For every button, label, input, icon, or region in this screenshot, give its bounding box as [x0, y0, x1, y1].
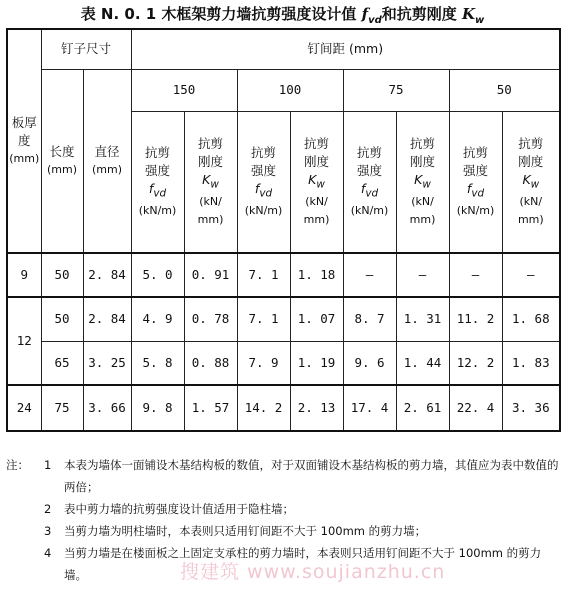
- stiffness-unit-line1: (kN/: [199, 195, 222, 208]
- cell-strength-75: 9. 6: [343, 341, 396, 385]
- strength-symbol-f: f: [254, 180, 260, 196]
- cell-strength-50: —: [449, 253, 502, 297]
- note-item: [6, 542, 561, 586]
- stiffness-label-line1: 抗剪: [410, 135, 436, 151]
- header-board-thickness-line1: 板厚: [11, 115, 37, 130]
- cell-stiffness-75: 2. 61: [396, 385, 449, 431]
- strength-symbol: [344, 180, 396, 203]
- cell-stiffness-50: 1. 68: [502, 297, 560, 341]
- stiffness-label-line1: 抗剪: [198, 135, 224, 151]
- header-strength-100: [237, 111, 290, 253]
- header-diameter: [83, 69, 131, 253]
- stiffness-unit-line2: mm): [517, 213, 544, 226]
- header-strength-75: [343, 111, 396, 253]
- stiffness-unit-line1: (kN/: [411, 195, 434, 208]
- strength-unit: (kN/m): [456, 204, 495, 217]
- spacing-50: 50: [449, 69, 560, 111]
- note-text: 本表为墙体一面铺设木基结构板的数值，对于双面铺设木基结构板的剪力墙，其值应为表中数值的两倍；: [64, 458, 559, 494]
- header-nail-size: 钉子尺寸: [41, 29, 131, 69]
- note-number: 1: [44, 458, 52, 472]
- header-diameter-label: 直径: [94, 143, 120, 159]
- stiffness-unit-line1: (kN/: [305, 195, 328, 208]
- stiffness-symbol-sub: w: [210, 178, 219, 190]
- cell-strength-75: 17. 4: [343, 385, 396, 431]
- strength-symbol-sub: vd: [471, 187, 485, 199]
- cell-stiffness-50: 3. 36: [502, 385, 560, 431]
- strength-label-line2: 强度: [145, 162, 171, 178]
- strength-unit: (kN/m): [138, 204, 177, 217]
- cell-stiffness-150: 0. 91: [184, 253, 237, 297]
- stiffness-label-line1: 抗剪: [304, 135, 330, 151]
- stiffness-label-line2: 刚度: [518, 153, 544, 169]
- cell-stiffness-150: 1. 57: [184, 385, 237, 431]
- cell-length: 75: [41, 385, 83, 431]
- cell-stiffness-75: 1. 31: [396, 297, 449, 341]
- header-strength-50: [449, 111, 502, 253]
- stiffness-unit-line2: mm): [197, 213, 224, 226]
- cell-stiffness-100: 1. 19: [290, 341, 343, 385]
- cell-thickness: 24: [7, 385, 41, 431]
- header-stiffness-50: [502, 111, 560, 253]
- strength-label-line1: 抗剪: [145, 144, 171, 160]
- cell-stiffness-50: —: [502, 253, 560, 297]
- notes-lead: 注：: [6, 458, 29, 472]
- cell-strength-100: 7. 1: [237, 253, 290, 297]
- note-number: 4: [44, 546, 52, 560]
- note-text: 表中剪力墙的抗剪强度设计值适用于隐柱墙；: [64, 502, 294, 516]
- cell-thickness: 9: [7, 253, 41, 297]
- header-board-thickness-unit: (mm): [9, 152, 40, 165]
- stiffness-symbol: [503, 171, 560, 194]
- note-number: 3: [44, 524, 52, 538]
- cell-stiffness-150: 0. 88: [184, 341, 237, 385]
- cell-thickness: 12: [7, 297, 41, 385]
- header-row-1: [7, 29, 560, 69]
- stiffness-label-line2: 刚度: [304, 153, 330, 169]
- header-diameter-unit: (mm): [92, 162, 123, 176]
- header-nail-spacing: 钉间距 (mm): [131, 29, 560, 69]
- cell-stiffness-50: 1. 83: [502, 341, 560, 385]
- strength-unit: (kN/m): [244, 204, 283, 217]
- cell-length: 65: [41, 341, 83, 385]
- note-item: [6, 520, 561, 542]
- cell-strength-100: 14. 2: [237, 385, 290, 431]
- cell-stiffness-150: 0. 78: [184, 297, 237, 341]
- title-sub-w: w: [475, 15, 485, 26]
- cell-stiffness-75: 1. 44: [396, 341, 449, 385]
- stiffness-label-line2: 刚度: [198, 153, 224, 169]
- table-notes: [6, 454, 561, 586]
- watermark: 搜建筑 www.soujianzhu.cn: [180, 561, 446, 583]
- cell-diameter: 2. 84: [83, 297, 131, 341]
- header-stiffness-100: [290, 111, 343, 253]
- strength-label-line1: 抗剪: [251, 144, 277, 160]
- cell-length: 50: [41, 297, 83, 341]
- cell-strength-150: 4. 9: [131, 297, 184, 341]
- table-row: [7, 341, 560, 385]
- header-length-label: 长度: [49, 143, 75, 159]
- cell-stiffness-100: 1. 07: [290, 297, 343, 341]
- header-board-thickness: [7, 29, 41, 253]
- cell-diameter: 3. 66: [83, 385, 131, 431]
- cell-strength-100: 7. 1: [237, 297, 290, 341]
- strength-label-line2: 强度: [357, 162, 383, 178]
- stiffness-unit-line1: (kN/: [519, 195, 543, 208]
- strength-symbol: [450, 180, 502, 203]
- title-sub-vd: vd: [368, 15, 382, 26]
- cell-strength-100: 7. 9: [237, 341, 290, 385]
- stiffness-symbol-sub: w: [530, 178, 540, 190]
- strength-label-line2: 强度: [463, 162, 489, 178]
- header-length-unit: (mm): [46, 162, 77, 176]
- note-number: 2: [44, 502, 52, 516]
- title-prefix: 表 N. 0. 1 木框架剪力墙抗剪强度设计值: [80, 5, 362, 23]
- table-row: [7, 297, 560, 341]
- header-board-thickness-line2: 度: [17, 133, 31, 148]
- header-stiffness-75: [396, 111, 449, 253]
- strength-symbol-sub: vd: [365, 187, 379, 199]
- title-symbol-k: K: [462, 5, 476, 23]
- title-middle: 和抗剪刚度: [381, 5, 462, 23]
- header-length: [41, 69, 83, 253]
- spacing-100: 100: [237, 69, 343, 111]
- note-text: 当剪力墙为明柱墙时，本表则只适用钉间距不大于 100mm 的剪力墙；: [64, 524, 427, 538]
- header-strength-150: [131, 111, 184, 253]
- note-item: [6, 498, 561, 520]
- strength-symbol: [132, 180, 184, 203]
- title-symbol-f: f: [361, 5, 369, 23]
- cell-strength-150: 5. 8: [131, 341, 184, 385]
- table-row: [7, 385, 560, 431]
- note-item: [6, 454, 561, 498]
- cell-strength-75: 8. 7: [343, 297, 396, 341]
- strength-symbol-f: f: [360, 180, 366, 196]
- shear-wall-table: [6, 28, 561, 432]
- cell-diameter: 2. 84: [83, 253, 131, 297]
- strength-symbol: [238, 180, 290, 203]
- strength-symbol-f: f: [148, 180, 154, 196]
- cell-strength-150: 5. 0: [131, 253, 184, 297]
- strength-label-line2: 强度: [251, 162, 277, 178]
- stiffness-symbol: [185, 171, 237, 194]
- stiffness-symbol-sub: w: [316, 178, 325, 190]
- cell-strength-150: 9. 8: [131, 385, 184, 431]
- cell-stiffness-100: 1. 18: [290, 253, 343, 297]
- cell-diameter: 3. 25: [83, 341, 131, 385]
- cell-strength-75: —: [343, 253, 396, 297]
- stiffness-symbol-k: K: [202, 171, 211, 187]
- stiffness-symbol: [291, 171, 343, 194]
- strength-label-line1: 抗剪: [357, 144, 383, 160]
- stiffness-symbol-k: K: [414, 171, 423, 187]
- stiffness-unit-line2: mm): [409, 213, 436, 226]
- cell-strength-50: 11. 2: [449, 297, 502, 341]
- note-text: 当剪力墙是在楼面板之上固定支承柱的剪力墙时，本表则只适用钉间距不大于 100mm 的剪力墙。: [64, 546, 542, 582]
- cell-strength-50: 12. 2: [449, 341, 502, 385]
- cell-strength-50: 22. 4: [449, 385, 502, 431]
- strength-label-line1: 抗剪: [463, 144, 489, 160]
- strength-symbol-sub: vd: [259, 187, 273, 199]
- stiffness-symbol-k: K: [522, 171, 531, 187]
- cell-stiffness-100: 2. 13: [290, 385, 343, 431]
- stiffness-label-line1: 抗剪: [518, 135, 544, 151]
- stiffness-symbol-k: K: [308, 171, 317, 187]
- table-row: [7, 253, 560, 297]
- strength-symbol-f: f: [466, 180, 472, 196]
- header-stiffness-150: [184, 111, 237, 253]
- stiffness-symbol: [397, 171, 449, 194]
- strength-symbol-sub: vd: [153, 187, 167, 199]
- stiffness-label-line2: 刚度: [410, 153, 436, 169]
- cell-stiffness-75: —: [396, 253, 449, 297]
- stiffness-unit-line2: mm): [303, 213, 330, 226]
- strength-unit: (kN/m): [350, 204, 389, 217]
- spacing-150: 150: [131, 69, 237, 111]
- cell-length: 50: [41, 253, 83, 297]
- spacing-75: 75: [343, 69, 449, 111]
- header-row-2: [7, 69, 560, 111]
- stiffness-symbol-sub: w: [422, 178, 431, 190]
